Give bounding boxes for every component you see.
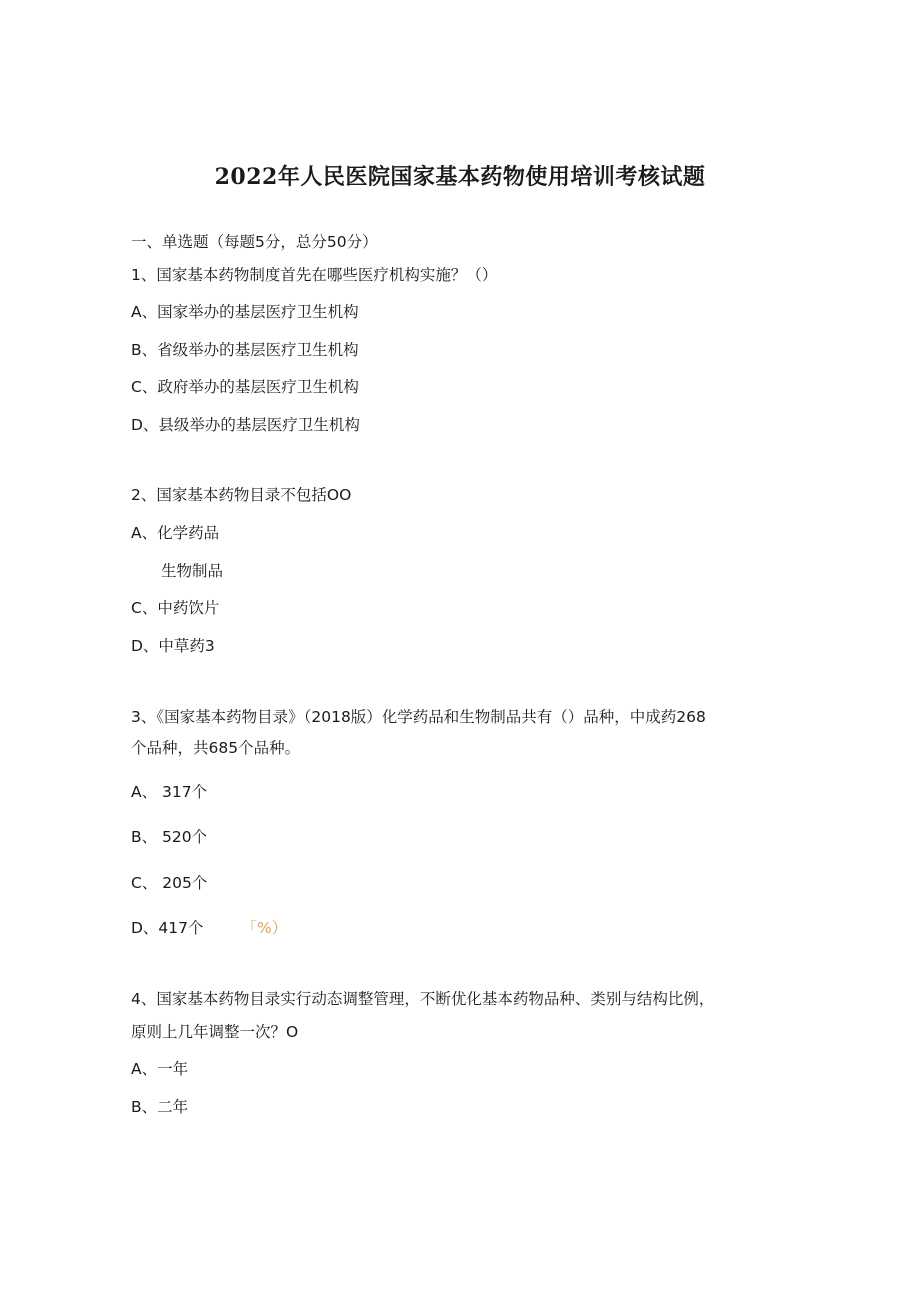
- question-3-option-d: D、417个: [131, 919, 204, 937]
- question-3-stem-line-2: 个品种，共685个品种。: [131, 739, 301, 757]
- question-1-option-b: B、省级举办的基层医疗卫生机构: [131, 341, 359, 359]
- question-1-option-c: C、政府举办的基层医疗卫生机构: [131, 378, 359, 396]
- question-1-option-a: A、国家举办的基层医疗卫生机构: [131, 303, 359, 321]
- question-2-stem: 2、国家基本药物目录不包括OO: [131, 486, 352, 504]
- question-3-option-d-row: [131, 918, 287, 938]
- question-2-option-a: A、化学药品: [131, 524, 220, 542]
- question-3-stray-mark: 「%）: [241, 919, 288, 937]
- question-3-option-b: B、 520个: [131, 828, 208, 846]
- section-heading: 一、单选题（每题5分，总分50分）: [131, 233, 378, 251]
- question-4-stem-line-1: 4、国家基本药物目录实行动态调整管理，不断优化基本药物品种、类别与结构比例，: [131, 990, 715, 1008]
- question-2-option-c: C、中药饮片: [131, 599, 220, 617]
- question-3-stem-line-1: 3、《国家基本药物目录》（2018版）化学药品和生物制品共有（）品种，中成药268: [131, 708, 706, 726]
- question-2-option-d: D、中草药3: [131, 637, 215, 655]
- question-1-stem: 1、国家基本药物制度首先在哪些医疗机构实施？（）: [131, 266, 498, 284]
- question-4-option-b: B、二年: [131, 1098, 189, 1116]
- question-1-option-d: D、县级举办的基层医疗卫生机构: [131, 416, 360, 434]
- question-2-option-b: 生物制品: [161, 562, 224, 580]
- question-4-option-a: A、一年: [131, 1060, 189, 1078]
- question-3-option-c: C、 205个: [131, 874, 208, 892]
- question-4-stem-line-2: 原则上几年调整一次？O: [131, 1023, 299, 1041]
- page-title: 2022年人民医院国家基本药物使用培训考核试题: [214, 164, 706, 190]
- question-3-option-a: A、 317个: [131, 783, 208, 801]
